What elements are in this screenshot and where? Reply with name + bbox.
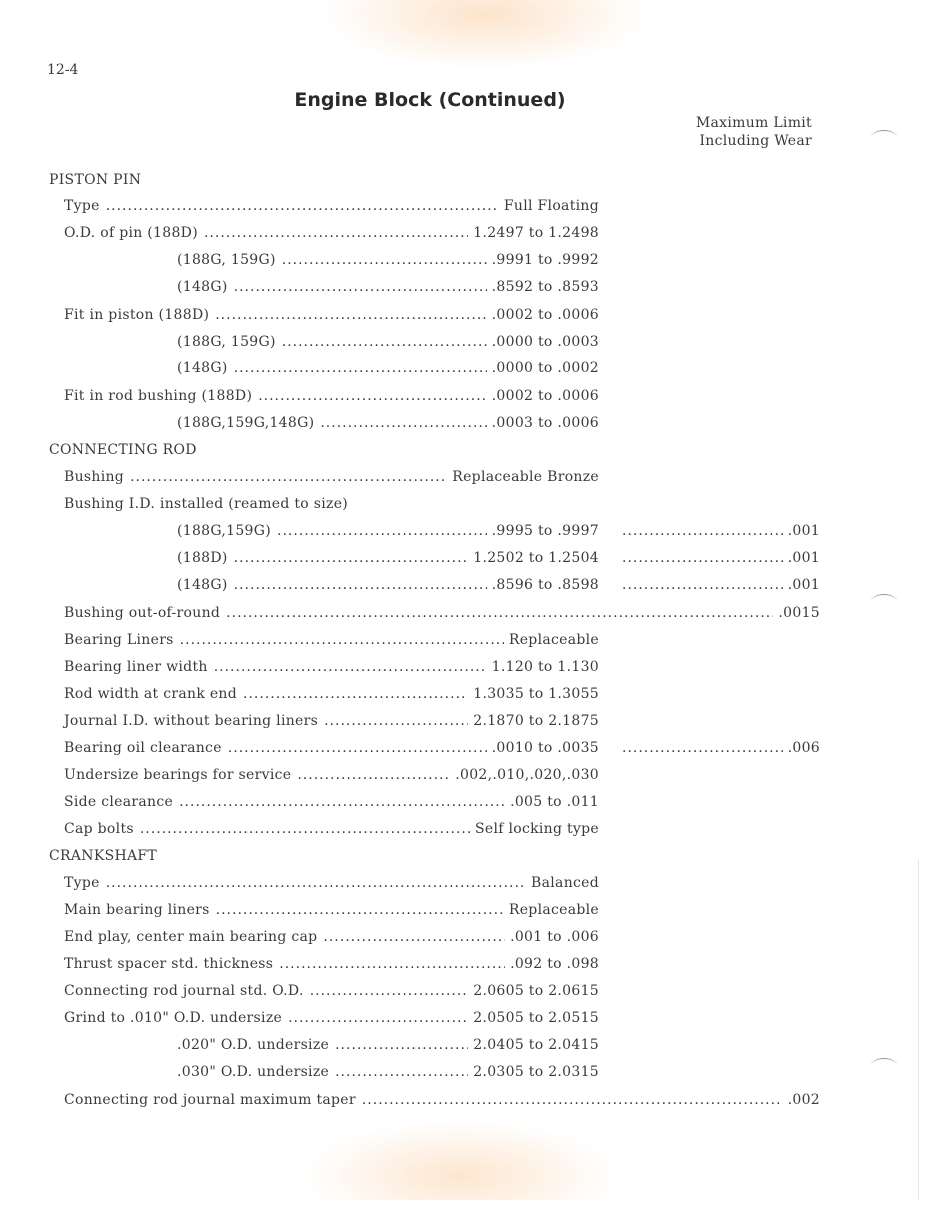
dot-leader bbox=[320, 413, 486, 433]
spec-row bbox=[64, 1090, 820, 1110]
spec-row bbox=[64, 467, 599, 487]
spec-value: .0000 to .0002 bbox=[491, 360, 599, 376]
dot-leader bbox=[204, 223, 468, 243]
dot-leader bbox=[140, 819, 470, 839]
spec-value: .0002 to .0006 bbox=[491, 307, 599, 323]
spec-label: Rod width at crank end bbox=[64, 686, 238, 702]
dot-leader bbox=[234, 277, 487, 297]
spec-row bbox=[177, 250, 599, 270]
paper-stain-top bbox=[320, 0, 650, 70]
spec-label: (188G, 159G) bbox=[177, 252, 276, 268]
spec-label: (148G) bbox=[177, 279, 228, 295]
dot-leader bbox=[216, 900, 504, 920]
spec-label: (188G,159G) bbox=[177, 523, 271, 539]
spec-row bbox=[177, 358, 599, 378]
spec-value: .001 bbox=[787, 523, 820, 539]
max-limit-value bbox=[622, 521, 820, 541]
dot-leader bbox=[279, 954, 505, 974]
spec-value: Replaceable bbox=[508, 902, 599, 918]
spec-label: .020" O.D. undersize bbox=[177, 1037, 330, 1053]
spec-label: Journal I.D. without bearing liners bbox=[64, 713, 319, 729]
dot-leader bbox=[282, 250, 487, 270]
spec-row bbox=[64, 196, 599, 216]
spec-value: .0015 bbox=[778, 605, 820, 621]
spec-label: Type bbox=[64, 198, 100, 214]
dot-leader bbox=[622, 738, 783, 758]
dot-leader bbox=[243, 684, 468, 704]
spec-row bbox=[64, 873, 599, 893]
spec-label: Bearing liner width bbox=[64, 659, 208, 675]
spec-label: Fit in piston (188D) bbox=[64, 307, 210, 323]
spec-label: (148G) bbox=[177, 360, 228, 376]
spec-value: .006 bbox=[787, 740, 820, 756]
spec-label: (148G) bbox=[177, 577, 228, 593]
spec-label: Type bbox=[64, 875, 100, 891]
spec-row bbox=[177, 548, 599, 568]
spec-value: .005 to .011 bbox=[510, 794, 599, 810]
spec-label: Grind to .010" O.D. undersize bbox=[64, 1010, 283, 1026]
dot-leader bbox=[297, 765, 450, 785]
spec-row bbox=[64, 738, 599, 758]
spec-label: (188D) bbox=[177, 550, 228, 566]
spec-value: .0010 to .0035 bbox=[491, 740, 599, 756]
spec-row bbox=[64, 684, 599, 704]
spec-value: .002 bbox=[787, 1092, 820, 1108]
dot-leader bbox=[622, 575, 783, 595]
dot-leader bbox=[106, 873, 526, 893]
dot-leader bbox=[234, 575, 487, 595]
dot-leader bbox=[310, 981, 469, 1001]
dot-leader bbox=[277, 521, 487, 541]
spec-value: .9995 to .9997 bbox=[491, 523, 599, 539]
spec-row bbox=[64, 1008, 599, 1028]
spec-value: .8592 to .8593 bbox=[491, 279, 599, 295]
spec-value: 2.0405 to 2.0415 bbox=[473, 1037, 599, 1053]
spec-value: .0000 to .0003 bbox=[491, 334, 599, 350]
max-limit-value bbox=[622, 548, 820, 568]
spec-value: 1.2502 to 1.2504 bbox=[473, 550, 599, 566]
spec-label: Connecting rod journal maximum taper bbox=[64, 1092, 356, 1108]
section-heading: CRANKSHAFT bbox=[49, 848, 158, 864]
spec-row bbox=[177, 521, 599, 541]
spec-row bbox=[177, 575, 599, 595]
dot-leader bbox=[335, 1062, 468, 1082]
max-limit-value bbox=[622, 738, 820, 758]
spec-label: Bearing Liners bbox=[64, 632, 174, 648]
spec-row bbox=[177, 413, 599, 433]
spec-row bbox=[64, 657, 599, 677]
binder-hole-mark bbox=[871, 594, 897, 609]
spec-label: Thrust spacer std. thickness bbox=[64, 956, 274, 972]
dot-leader bbox=[226, 603, 773, 623]
spec-row bbox=[64, 927, 599, 947]
spec-value: Full Floating bbox=[503, 198, 599, 214]
spec-label: Connecting rod journal std. O.D. bbox=[64, 983, 304, 999]
spec-value: .0003 to .0006 bbox=[491, 415, 599, 431]
spec-row bbox=[64, 900, 599, 920]
paper-stain-bottom bbox=[300, 1120, 620, 1200]
dot-leader bbox=[215, 305, 486, 325]
dot-leader bbox=[323, 927, 505, 947]
spec-row bbox=[64, 765, 599, 785]
max-limit-value bbox=[622, 575, 820, 595]
spec-value: .8596 to .8598 bbox=[491, 577, 599, 593]
dot-leader bbox=[180, 630, 504, 650]
spec-label: End play, center main bearing cap bbox=[64, 929, 318, 945]
dot-leader bbox=[622, 521, 783, 541]
spec-row bbox=[64, 223, 599, 243]
spec-row bbox=[64, 386, 599, 406]
dot-leader bbox=[106, 196, 499, 216]
spec-row bbox=[64, 792, 599, 812]
spec-row bbox=[64, 819, 599, 839]
page-title: Engine Block (Continued) bbox=[294, 89, 566, 111]
spec-row bbox=[64, 711, 599, 731]
spec-row bbox=[177, 1035, 599, 1055]
spec-value: .092 to .098 bbox=[510, 956, 599, 972]
spec-value: Replaceable Bronze bbox=[452, 469, 599, 485]
spec-value: .001 bbox=[787, 577, 820, 593]
spec-value: 1.2497 to 1.2498 bbox=[473, 225, 599, 241]
spec-value: Balanced bbox=[531, 875, 599, 891]
spec-value: .9991 to .9992 bbox=[491, 252, 599, 268]
dot-leader bbox=[335, 1035, 468, 1055]
spec-row bbox=[64, 981, 599, 1001]
spec-row-heading: Bushing I.D. installed (reamed to size) bbox=[64, 496, 349, 512]
spec-label: Cap bolts bbox=[64, 821, 134, 837]
dot-leader bbox=[622, 548, 783, 568]
spec-label: Bearing oil clearance bbox=[64, 740, 222, 756]
binder-hole-mark bbox=[871, 1058, 897, 1073]
dot-leader bbox=[258, 386, 486, 406]
dot-leader bbox=[282, 332, 487, 352]
spec-label: Bushing bbox=[64, 469, 125, 485]
spec-label: O.D. of pin (188D) bbox=[64, 225, 198, 241]
spec-label: (188G,159G,148G) bbox=[177, 415, 315, 431]
spec-value: .001 bbox=[787, 550, 820, 566]
dot-leader bbox=[214, 657, 487, 677]
spec-value: 2.1870 to 2.1875 bbox=[473, 713, 599, 729]
page-edge-line bbox=[918, 860, 919, 1200]
spec-value: Self locking type bbox=[474, 821, 599, 837]
dot-leader bbox=[130, 467, 447, 487]
dot-leader bbox=[234, 548, 469, 568]
spec-value: 2.0505 to 2.0515 bbox=[473, 1010, 599, 1026]
spec-value: 1.120 to 1.130 bbox=[491, 659, 599, 675]
spec-value: 1.3035 to 1.3055 bbox=[473, 686, 599, 702]
dot-leader bbox=[288, 1008, 468, 1028]
dot-leader bbox=[324, 711, 468, 731]
spec-row bbox=[64, 954, 599, 974]
max-limit-column-header: Maximum Limit Including Wear bbox=[695, 115, 812, 149]
binder-hole-mark bbox=[871, 130, 897, 145]
spec-row bbox=[177, 1062, 599, 1082]
dot-leader bbox=[228, 738, 487, 758]
spec-label: (188G, 159G) bbox=[177, 334, 276, 350]
dot-leader bbox=[179, 792, 505, 812]
spec-label: Undersize bearings for service bbox=[64, 767, 292, 783]
dot-leader bbox=[362, 1090, 783, 1110]
spec-label: Main bearing liners bbox=[64, 902, 210, 918]
spec-label: Fit in rod bushing (188D) bbox=[64, 388, 253, 404]
spec-row bbox=[177, 332, 599, 352]
spec-value: 2.0305 to 2.0315 bbox=[473, 1064, 599, 1080]
spec-value: Replaceable bbox=[508, 632, 599, 648]
spec-row bbox=[177, 277, 599, 297]
spec-value: .001 to .006 bbox=[510, 929, 599, 945]
spec-row bbox=[64, 305, 599, 325]
dot-leader bbox=[234, 358, 487, 378]
spec-row bbox=[64, 603, 820, 623]
spec-label: Side clearance bbox=[64, 794, 174, 810]
spec-label: .030" O.D. undersize bbox=[177, 1064, 330, 1080]
spec-value: 2.0605 to 2.0615 bbox=[473, 983, 599, 999]
spec-label: Bushing out-of-round bbox=[64, 605, 221, 621]
section-heading: CONNECTING ROD bbox=[49, 442, 197, 458]
spec-value: .002,.010,.020,.030 bbox=[455, 767, 599, 783]
spec-row bbox=[64, 630, 599, 650]
spec-value: .0002 to .0006 bbox=[491, 388, 599, 404]
section-heading: PISTON PIN bbox=[49, 172, 142, 188]
page-number: 12-4 bbox=[47, 62, 79, 78]
